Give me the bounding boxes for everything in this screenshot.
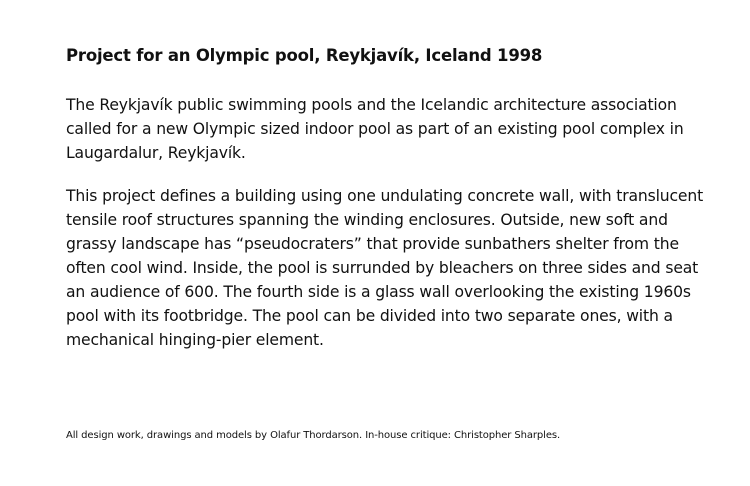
credits-note: All design work, drawings and models by Olafur Thordarson. In-house critique: Christopher Sharples.	[66, 430, 561, 441]
description-paragraph: This project defines a building using one undulating concrete wall, with translucent tensile roof structures spanning the winding enclosures. Outside, new soft and grassy landscape has “pseudocraters” that provide sunbathers shelter from the often cool wind. Inside, the pool is surrunded by bleachers on three sides and seat an audience of 600. The fourth side is a glass wall overlooking the existing 1960s pool with its footbridge. The pool can be divided into two separate ones, with a mechanical hinging-pier element.	[66, 187, 704, 349]
intro-paragraph: The Reykjavík public swimming pools and the Icelandic architecture association called for a new Olympic sized indoor pool as part of an existing pool complex in Laugardalur, Reykjavík.	[66, 96, 684, 162]
page-title: Project for an Olympic pool, Reykjavík, Iceland 1998	[66, 46, 543, 65]
